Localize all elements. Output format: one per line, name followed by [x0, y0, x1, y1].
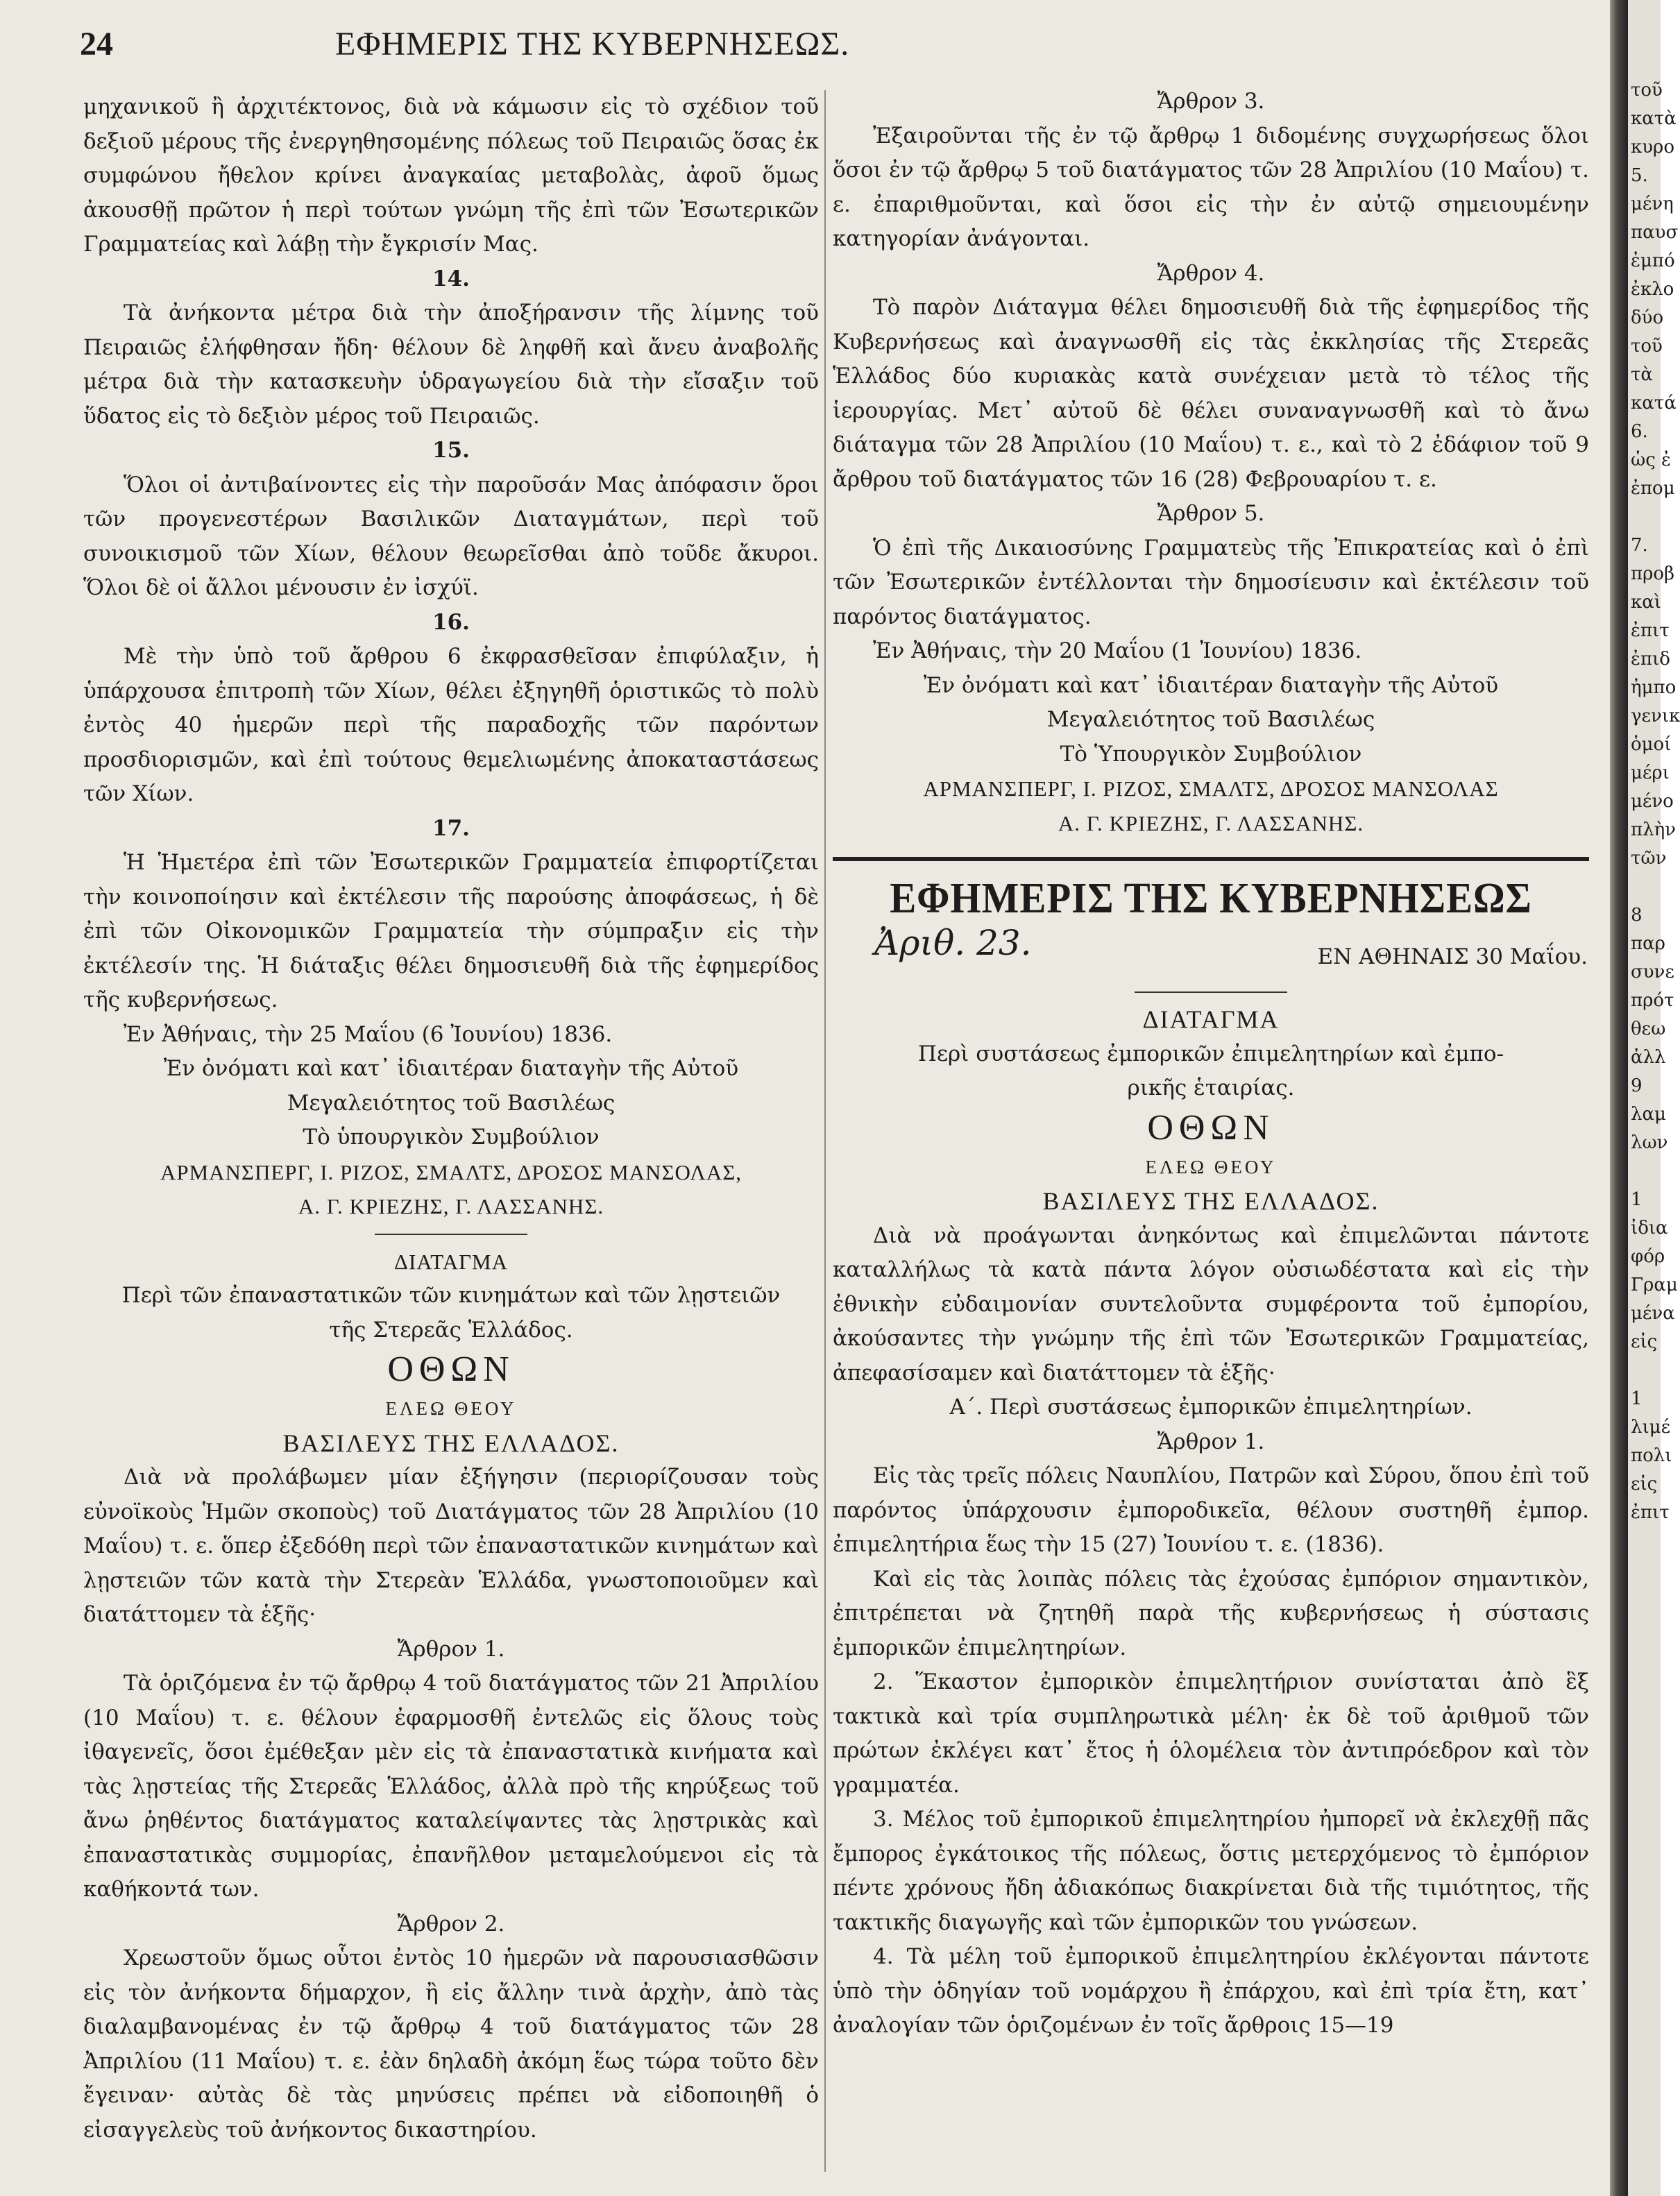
- next-page-line: ἰδια: [1631, 1218, 1668, 1239]
- king-name: ΟΘΩΝ: [1147, 1107, 1275, 1148]
- next-page-line: δύο: [1631, 307, 1664, 328]
- next-page-edge: [1628, 0, 1680, 2196]
- next-page-line: κατὰ: [1631, 108, 1677, 129]
- decree-title: ΔΙΑΤΑΓΜΑ: [1142, 1005, 1280, 1033]
- next-page-line: συνε: [1631, 962, 1674, 982]
- king-title: ΒΑΣΙΛΕΥΣ ΤΗΣ ΕΛΛΑΔΟΣ.: [282, 1429, 620, 1457]
- right-column: [833, 85, 1589, 2043]
- next-page-line: λαμ: [1631, 1104, 1666, 1125]
- page-number: 24: [80, 26, 113, 62]
- by-grace-of-god: ΕΛΕΩ ΘΕΟΥ: [1145, 1156, 1277, 1177]
- clause-4: 4. Τὰ μέλη τοῦ ἐμπορικοῦ ἐπιμελητηρίου ἐκλέγονται πάντοτε ὑπὸ τὴν ὁδηγίαν τοῦ νομάρχου ἢ ἐπάρχου, καὶ ἐπὶ τρία ἔτη, κατ᾽ ἀναλογίαν τῶν ὁριζομένων ἐν τοῖς ἄρθροις 15—19: [833, 1944, 1589, 2038]
- clause-2: 2. Ἕκαστον ἐμπορικὸν ἐπιμελητήριον συνίσταται ἀπὸ ἓξ τακτικὰ καὶ τρία συμπληρωτικὰ μέλη· ἐκ δὲ τοῦ ἀριθμοῦ τῶν πρώτων ἐκλέγει κατ᾽ ἔτος ἡ ὁλομέλεια τὸν ἀντιπρόεδρον καὶ τὸν γραμματέα.: [833, 1669, 1589, 1798]
- next-page-line: ἐκλο: [1631, 279, 1674, 300]
- decree-subtitle-1: Περὶ συστάσεως ἐμπορικῶν ἐπιμελητηρίων καὶ ἐμπο-: [917, 1041, 1504, 1066]
- next-page-line: Γραμ: [1631, 1275, 1678, 1295]
- next-page-line: ἐπομ: [1631, 478, 1675, 499]
- paragraph-17: Ἡ Ἡμετέρα ἐπὶ τῶν Ἐσωτερικῶν Γραμματεία ἐπιφορτίζεται τὴν κοινοποίησιν καὶ ἐκτέλεσιν τῆς παρούσης ἀποφάσεως, ἡ δὲ ἐπὶ τῶν Οἰκονομικῶν Γραμματεία τὴν σύμπραξιν εἰς τὴν ἐκτέλεσίν της. Ἡ διάταξις θέλει δημοσιευθῆ διὰ τῆς ἐφημερίδος τῆς κυβερνήσεως.: [83, 850, 819, 1012]
- next-page-line: ἀλλ: [1631, 1047, 1666, 1068]
- next-page-line: μένο: [1631, 791, 1674, 812]
- next-page-line: κυρο: [1631, 137, 1674, 158]
- next-page-line: θεω: [1631, 1019, 1666, 1039]
- paragraph-16: Μὲ τὴν ὑπὸ τοῦ ἄρθρου 6 ἐκφρασθεῖσαν ἐπιφύλαξιν, ἡ ὑπάρχουσα ἐπιτροπὴ τῶν Χίων, θέλει ἐξηγηθῆ ὁριστικῶς τὸ πολὺ ἐντὸς 40 ἡμερῶν περὶ τῆς παραδοχῆς τῶν παρόντων προσδιορισμῶν, καὶ ἐπὶ τούτους θεμελιωμένης ἀποκαταστάσεως τῶν Χίων.: [83, 644, 819, 806]
- article-1-text-b: Καὶ εἰς τὰς λοιπὰς πόλεις τὰς ἐχούσας ἐμπόριον σημαντικὸν, ἐπιτρέπεται νὰ ζητηθῆ παρὰ τῆς κυβερνήσεως ἡ σύστασις ἐμπορικῶν ἐπιμελητηρίων.: [833, 1566, 1589, 1660]
- next-page-line: [1631, 1157, 1661, 1186]
- order-line-2: Μεγαλειότητος τοῦ Βασιλέως: [287, 1090, 616, 1116]
- signatures-line-2: Α. Γ. ΚΡΙΕΖΗΣ, Γ. ΛΑΣΣΑΝΗΣ.: [1058, 810, 1364, 835]
- section-number-16: 16.: [432, 609, 470, 635]
- article-1-text: Τὰ ὁριζόμενα ἐν τῷ ἄρθρῳ 4 τοῦ διατάγματος τῶν 21 Ἀπριλίου (10 Μαΐου) τ. ε. θέλουν ἐφαρμοσθῆ ἐντελῶς εἰς ὅλους τοὺς ἰθαγενεῖς, ὅσοι ἐμέθεξαν μὲν εἰς τὰ ἐπαναστατικὰ κινήματα καὶ τὰς λῃστείας τῆς Στερεᾶς Ἑλλάδος, ἀλλὰ πρὸ τῆς κηρύξεως τοῦ ἄνω ῥηθέντος διατάγματος καταλείψαντες τὰς λῃστρικὰς καὶ ἐπαναστατικὰς συμμορίας, ἐπανῆλθον μεταμελούμενοι εἰς τὰ καθήκοντά των.: [83, 1671, 819, 1902]
- next-page-line: 1: [1631, 1388, 1643, 1409]
- issue-number: Ἀριθ. 23.: [874, 923, 1032, 963]
- king-name: ΟΘΩΝ: [387, 1350, 515, 1389]
- article-3-text: Ἐξαιροῦνται τῆς ἐν τῷ ἄρθρῳ 1 διδομένης συγχωρήσεως ὅλοι ὅσοι ἐν τῷ ἄρθρῳ 5 τοῦ διατάγματος τῶν 28 Ἀπριλίου (10 Μαΐου) τ. ε. ἐπαριθμοῦνται, καὶ ὅσοι εἰς τὴν ἐν αὐτῷ σημειουμένην κατηγορίαν ἀνάγονται.: [833, 123, 1589, 251]
- next-page-line: 9: [1631, 1075, 1643, 1096]
- next-page-line: κατά: [1631, 393, 1677, 414]
- next-page-line: πρότ: [1631, 990, 1674, 1011]
- running-head-title: ΕΦΗΜΕΡΙΣ ΤΗΣ ΚΥΒΕΡΝΗΣΕΩΣ.: [335, 26, 850, 62]
- article-1-text: Εἰς τὰς τρεῖς πόλεις Ναυπλίου, Πατρῶν καὶ Σύρου, ὅπου ἐπὶ τοῦ παρόντος ὑπάρχουσιν ἐμποροδικεῖα, θέλουν συστηθῆ ἐμπορ. ἐπιμελητήρια ἕως τὴν 15 (27) Ἰουνίου τ. ε. (1836).: [833, 1463, 1589, 1557]
- article-1-heading: Ἄρθρον 1.: [1157, 1429, 1265, 1454]
- order-line-1: Ἐν ὀνόματι καὶ κατ᾽ ἰδιαιτέραν διαταγὴν τῆς Αὐτοῦ: [163, 1056, 739, 1081]
- king-title: ΒΑΣΙΛΕΥΣ ΤΗΣ ΕΛΛΑΔΟΣ.: [1042, 1187, 1380, 1215]
- masthead: ΕΦΗΜΕΡΙΣ ΤΗΣ ΚΥΒΕΡΝΗΣΕΩΣ: [890, 875, 1532, 922]
- next-page-line: τοῦ: [1631, 80, 1663, 101]
- article-5-text: Ὁ ἐπὶ τῆς Δικαιοσύνης Γραμματεὺς τῆς Ἐπικρατείας καὶ ὁ ἐπὶ τῶν Ἐσωτερικῶν ἐντέλλονται τὴν δημοσίευσιν καὶ ἐκτέλεσιν τοῦ παρόντος διατάγματος.: [833, 535, 1589, 629]
- decree-subtitle-2: ρικῆς ἑταιρίας.: [1127, 1075, 1295, 1100]
- book-binding-gutter: [1610, 0, 1628, 2196]
- next-page-line: ὡς ἐ: [1631, 450, 1671, 470]
- next-page-text-fragment: [1628, 0, 1680, 1527]
- next-page-line: πολι: [1631, 1445, 1672, 1466]
- next-page-line: ἐμπό: [1631, 250, 1675, 271]
- next-page-line: ἠμπο: [1631, 677, 1677, 698]
- next-page-line: 6.: [1631, 421, 1648, 442]
- next-page-line: καὶ: [1631, 592, 1662, 613]
- date-line: Ἐν Ἀθήναις, τὴν 20 Μαΐου (1 Ἰουνίου) 1836.: [873, 638, 1362, 663]
- next-page-line: [1631, 873, 1661, 901]
- signatures-line-1: ΑΡΜΑΝΣΠΕΡΓ, Ι. ΡΙΖΟΣ, ΣΜΑΛΤΣ, ΔΡΟΣΟΣ ΜΑΝΣΟΛΑΣ: [923, 776, 1499, 801]
- order-line-2: Μεγαλειότητος τοῦ Βασιλέως: [1046, 707, 1375, 732]
- next-page-line: 5.: [1631, 165, 1648, 186]
- decree-subtitle-2: τῆς Στερεᾶς Ἑλλάδος.: [329, 1317, 573, 1343]
- next-page-line: ἐπιτ: [1631, 1502, 1670, 1523]
- paragraph-14: Τὰ ἀνήκοντα μέτρα διὰ τὴν ἀποξήρανσιν τῆς λίμνης τοῦ Πειραιῶς ἐλήφθησαν ἤδη· θέλουν δὲ ληφθῆ καὶ ἄνευ ἀναβολῆς μέτρα διὰ τὴν κατασκευὴν ὑδραγωγείου διὰ τὴν εἴσαξιν τοῦ ὕδατος εἰς τὸ δεξιὸν μέρος τοῦ Πειραιῶς.: [83, 300, 819, 429]
- next-page-line: λιμέ: [1631, 1417, 1671, 1438]
- running-head: [80, 21, 1121, 69]
- section-number-15: 15.: [432, 438, 470, 463]
- next-page-line: τὰ: [1631, 364, 1653, 385]
- next-page-line: 1: [1631, 1189, 1643, 1210]
- next-page-line: λων: [1631, 1132, 1668, 1153]
- article-2-text: Χρεωστοῦν ὅμως οὗτοι ἐντὸς 10 ἡμερῶν νὰ παρουσιασθῶσιν εἰς τὸν ἀνήκοντα δήμαρχον, ἢ εἰς ἄλλην τινὰ ἀρχὴν, ἀπὸ τὰς διαλαμβανομένας ἐν τῷ ἄρθρῳ 4 τοῦ διατάγματος τῶν 28 Ἀπριλίου (11 Μαΐου) τ. ε. ἐὰν δηλαδὴ ἀκόμη ἕως τώρα τοῦτο δὲν ἔγειναν· αὐτὰς δὲ τὰς μηνύσεις πρέπει νὰ εἰδοποιηθῆ ὁ εἰσαγγελεὺς τοῦ ἀνήκοντος δικαστηρίου.: [83, 1946, 819, 2143]
- next-page-line: [1631, 503, 1661, 531]
- article-4-heading: Ἄρθρον 4.: [1157, 260, 1265, 286]
- decree-preamble: Διὰ νὰ προάγωνται ἀνηκόντως καὶ ἐπιμελῶνται πάντοτε καταλλήλως τὰ κατὰ πάντα λόγον οὐσιωδέστατα καὶ εἰς τὴν ἐθνικὴν εὐδαιμονίαν συντελοῦντα συμφέροντα τοῦ ἐμπορίου, ἀκούσαντες τὴν γνώμην τῆς ἐπὶ τῶν Ἐσωτερικῶν Γραμματείας, ἀπεφασίσαμεν καὶ διατάττομεν τὰ ἑξῆς·: [833, 1223, 1589, 1386]
- next-page-line: ἐπιτ: [1631, 620, 1670, 641]
- paragraph-15: Ὅλοι οἱ ἀντιβαίνοντες εἰς τὴν παροῦσάν Μας ἀπόφασιν ὅροι τῶν προγενεστέρων Βασιλικῶν Διαταγμάτων, περὶ τοῦ συνοικισμοῦ τῶν Χίων, θέλουν θεωρεῖσθαι ἀπὸ τοῦδε ἄκυροι. Ὅλοι δὲ οἱ ἄλλοι μένουσιν ἐν ἰσχύϊ.: [83, 472, 819, 600]
- thick-rule: [833, 857, 1589, 861]
- next-page-line: τῶν: [1631, 848, 1667, 869]
- next-page-line: ἐπιδ: [1631, 649, 1670, 670]
- next-page-line: [1631, 1356, 1661, 1385]
- short-rule: [375, 1234, 527, 1235]
- clause-3: 3. Μέλος τοῦ ἐμπορικοῦ ἐπιμελητηρίου ἠμπορεῖ νὰ ἐκλεχθῇ πᾶς ἔμπορος ἐγκάτοικος τῆς πόλεως, ὅστις μετερχόμενος τὸ ἐμπόριον πέντε χρόνους ἤδη ἀδιακόπως διακρίνεται διὰ τῆς τιμιότητος, τῆς τακτικῆς διαγωγῆς καὶ τῶν ἐμπορικῶν του γνώσεων.: [833, 1807, 1589, 1935]
- article-2-heading: Ἄρθρον 2.: [397, 1911, 505, 1937]
- article-4-text: Τὸ παρὸν Διάταγμα θέλει δημοσιευθῆ διὰ τῆς ἐφημερίδος τῆς Κυβερνήσεως καὶ ἀναγνωσθῆ εἰς τὰς ἐκκλησίας τῆς Στερεᾶς Ἑλλάδος δύο κυριακὰς κατὰ συνέχειαν μετὰ τὸ τέλος τῆς ἱερουργίας. Μετ᾽ αὐτοῦ δὲ θέλει συναναγνωσθῆ καὶ τὸ ἄνω διάταγμα τῶν 28 Ἀπριλίου (10 Μαΐου) τ. ε., καὶ τὸ 2 ἐδάφιον τοῦ 9 ἄρθρου τοῦ διατάγματος τῶν 16 (28) Φεβρουαρίου τ. ε.: [833, 295, 1589, 492]
- order-line-3: Τὸ Ὑπουργικὸν Συμβούλιον: [1060, 741, 1362, 767]
- next-page-line: πλὴν: [1631, 819, 1676, 840]
- section-number-14: 14.: [432, 266, 470, 291]
- next-page-line: εἰς: [1631, 1331, 1658, 1352]
- next-page-line: παρ: [1631, 933, 1665, 954]
- gazette-masthead-block: [833, 857, 1589, 993]
- column-divider: [824, 90, 826, 2172]
- next-page-line: 7.: [1631, 535, 1648, 556]
- next-page-line: προβ: [1631, 563, 1675, 584]
- section-a-heading: Α΄. Περὶ συστάσεως ἐμπορικῶν ἐπιμελητηρίων.: [949, 1395, 1473, 1420]
- next-page-line: 8: [1631, 905, 1643, 926]
- next-page-line: φόρ: [1631, 1246, 1665, 1267]
- next-page-line: γενικ: [1631, 706, 1680, 726]
- next-page-line: μέρι: [1631, 763, 1670, 783]
- order-line-3: Τὸ ὑπουργικὸν Συμβούλιον: [303, 1125, 600, 1150]
- next-page-line: εἰς: [1631, 1474, 1658, 1495]
- issue-place-date: ΕΝ ΑΘΗΝΑΙΣ 30 Μαΐου.: [1317, 944, 1588, 969]
- short-rule: [1135, 991, 1287, 993]
- decree-title: ΔΙΑΤΑΓΜΑ: [394, 1249, 508, 1274]
- next-page-line: τοῦ: [1631, 336, 1663, 357]
- section-number-17: 17.: [432, 815, 470, 841]
- article-5-heading: Ἄρθρον 5.: [1157, 501, 1265, 526]
- decree-preamble: Διὰ νὰ προλάβωμεν μίαν ἐξήγησιν (περιορίζουσαν τοὺς εὐνοϊκοὺς Ἡμῶν σκοποὺς) τοῦ Διατάγματος τῶν 28 Ἀπριλίου (10 Μαΐου) τ. ε. ὅπερ ἐξεδόθη περὶ τῶν ἐπαναστατικῶν κινημάτων καὶ λῃστειῶν τῶν κατὰ τὴν Στερεὰν Ἑλλάδα, γνωστοποιοῦμεν καὶ διατάττομεν τὰ ἑξῆς·: [83, 1465, 819, 1627]
- order-line-1: Ἐν ὀνόματι καὶ κατ᾽ ἰδιαιτέραν διαταγὴν τῆς Αὐτοῦ: [923, 672, 1499, 698]
- next-page-line: παυσ: [1631, 222, 1679, 243]
- next-page-line: μένα: [1631, 1303, 1675, 1324]
- intro-paragraph: μηχανικοῦ ἢ ἀρχιτέκτονος, διὰ νὰ κάμωσιν εἰς τὸ σχέδιον τοῦ δεξιοῦ μέρους τῆς ἐνεργηθησομένης πόλεως τοῦ Πειραιῶς ὅσας ἐκ συμφώνου ἤθελον κρίνει ἀναγκαίας μεταβολὰς, ἀφοῦ ὅμως ἀκουσθῇ πρῶτον ἡ περὶ τούτων γνώμη τῆς ἐπὶ τῶν Ἐσωτερικῶν Γραμματείας καὶ λάβῃ τὴν ἔγκρισίν Μας.: [83, 94, 819, 257]
- next-page-line: μένη: [1631, 194, 1674, 214]
- signatures-line-1: ΑΡΜΑΝΣΠΕΡΓ, Ι. ΡΙΖΟΣ, ΣΜΑΛΤΣ, ΔΡΟΣΟΣ ΜΑΝΣΟΛΑΣ,: [160, 1159, 743, 1184]
- article-1-heading: Ἄρθρον 1.: [397, 1636, 505, 1662]
- left-column: [83, 90, 819, 2147]
- decree-subtitle-1: Περὶ τῶν ἐπαναστατικῶν τῶν κινημάτων καὶ τῶν λῃστειῶν: [121, 1283, 781, 1308]
- next-page-line: ὁμοί: [1631, 734, 1672, 755]
- by-grace-of-god: ΕΛΕΩ ΘΕΟΥ: [385, 1398, 517, 1419]
- date-line: Ἐν Ἀθήναις, τὴν 25 Μαΐου (6 Ἰουνίου) 1836.: [124, 1021, 613, 1047]
- signatures-line-2: Α. Γ. ΚΡΙΕΖΗΣ, Γ. ΛΑΣΣΑΝΗΣ.: [298, 1194, 604, 1218]
- issue-line: [833, 923, 1589, 982]
- article-3-heading: Ἄρθρον 3.: [1157, 89, 1265, 114]
